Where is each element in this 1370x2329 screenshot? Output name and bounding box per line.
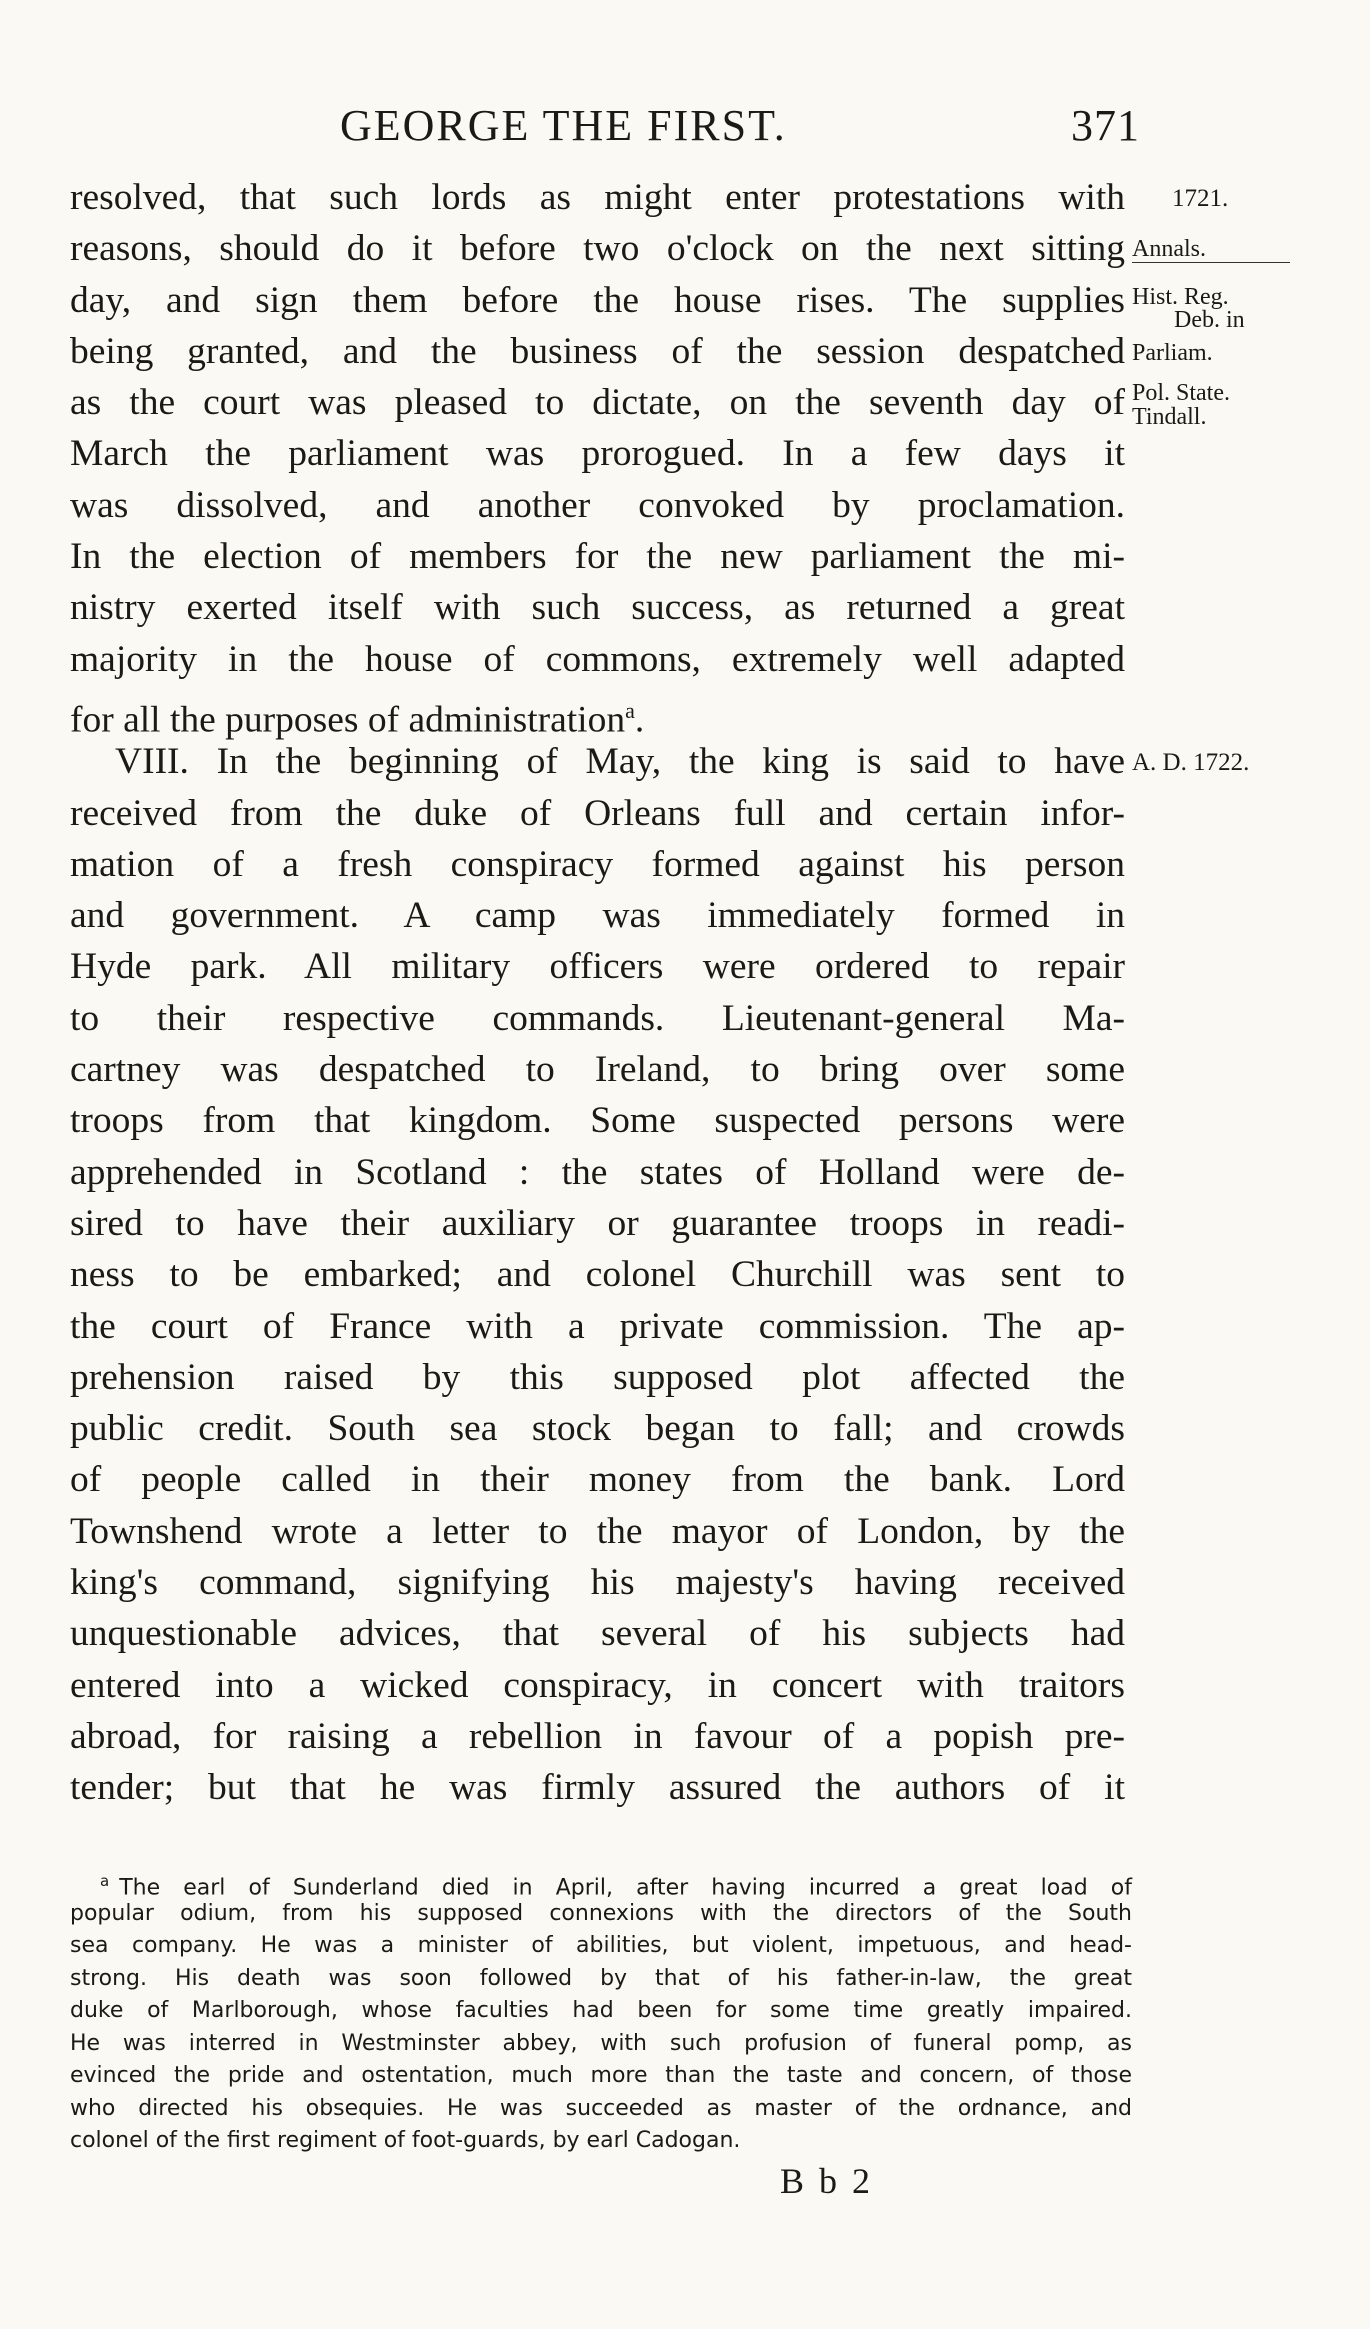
text-line: prehension raised by this supposed plot affected the: [70, 1356, 1125, 1398]
running-title: GEORGE THE FIRST.: [340, 101, 787, 150]
text-line: for all the purposes of administration$^a$.: [70, 697, 645, 741]
text-line: In the election of members for the new parliament the mi-: [70, 536, 1125, 578]
footnote-marker: a: [100, 1872, 110, 1890]
footnote-line: sea company. He was a minister of abilities, but violent, impetuous, and head-: [70, 1933, 1132, 1958]
footnote-line: colonel of the first regiment of foot-guards, by earl Cadogan.: [70, 2128, 741, 2153]
text-line: abroad, for raising a rebellion in favour of a popish pre-: [70, 1715, 1125, 1757]
margin-note-pol-state: Pol. State.: [1132, 380, 1231, 406]
margin-note-deb-in: Deb. in: [1174, 307, 1245, 333]
text-line: being granted, and the business of the session despatched: [70, 330, 1125, 372]
footnote-line: He was interred in Westminster abbey, with such profusion of funeral pomp, as: [70, 2030, 1132, 2056]
footnote-line: duke of Marlborough, whose faculties had been for some time greatly impaired.: [70, 1998, 1132, 2023]
text-line: tender; but that he was firmly assured the authors of it: [70, 1767, 1125, 1809]
text-line: and government. A camp was immediately formed in: [70, 895, 1125, 937]
footnote-line: strong. His death was soon followed by that of his father-in-law, the great: [70, 1965, 1132, 1991]
text-line: nistry exerted itself with such success, as returned a great: [70, 587, 1125, 629]
footnote-line: popular odium, from his supposed connexions with the directors of the South: [70, 1900, 1132, 1926]
footnote-line: [70, 1865, 1132, 1901]
text-line: day, and sign them before the house rises. The supplies: [70, 279, 1125, 321]
text-line: king's command, signifying his majesty's having received: [70, 1562, 1125, 1604]
text-line: ness to be embarked; and colonel Churchill was sent to: [70, 1254, 1125, 1296]
text-line: sired to have their auxiliary or guarantee troops in readi-: [70, 1202, 1125, 1244]
text-line: reasons, should do it before two o'clock on the next sitting: [70, 228, 1125, 270]
text-line: March the parliament was prorogued. In a few days it: [70, 433, 1125, 475]
margin-note-parliam: Parliam.: [1132, 340, 1213, 366]
text-line: Hyde park. All military officers were ordered to repair: [70, 946, 1125, 988]
margin-note-annals-text: Annals.: [1132, 236, 1206, 262]
footnote: [70, 1865, 1132, 2158]
text-line: apprehended in Scotland : the states of Holland were de-: [70, 1151, 1125, 1193]
text-line: was dissolved, and another convoked by proclamation.: [70, 484, 1125, 526]
text-line: public credit. South sea stock began to fall; and crowds: [70, 1408, 1125, 1450]
margin-year-1721: 1721.: [1172, 185, 1229, 212]
text-line: of people called in their money from the bank. Lord: [70, 1459, 1125, 1501]
page-header: [340, 100, 1140, 160]
footnote-line: who directed his obsequies. He was succeeded as master of the ordnance, and: [70, 2095, 1132, 2121]
text-line: troops from that kingdom. Some suspected persons were: [70, 1100, 1125, 1142]
main-text: [70, 172, 1125, 1814]
text-line: majority in the house of commons, extremely well adapted: [70, 638, 1125, 680]
text-line: received from the duke of Orleans full and certain infor-: [70, 792, 1125, 834]
text-line: as the court was pleased to dictate, on the seventh day of: [70, 382, 1125, 424]
margin-note-hist-reg: Hist. Reg.: [1132, 284, 1229, 310]
signature-mark: B b 2: [780, 2161, 874, 2201]
footnote-line: evinced the pride and ostentation, much more than the taste and concern, of those: [70, 2063, 1132, 2088]
text-line-content: for all the purposes of administration: [70, 699, 626, 741]
text-line: cartney was despatched to Ireland, to bring over some: [70, 1049, 1125, 1091]
text-line: to their respective commands. Lieutenant-general Ma-: [70, 997, 1125, 1039]
text-line: unquestionable advices, that several of his subjects had: [70, 1613, 1125, 1655]
footnote-line-content: The earl of Sunderland died in April, after having incurred a great load of: [119, 1875, 1132, 1901]
text-line: Townshend wrote a letter to the mayor of London, by the: [70, 1510, 1125, 1552]
text-line: mation of a fresh conspiracy formed against his person: [70, 843, 1125, 885]
text-line: entered into a wicked conspiracy, in concert with traitors: [70, 1664, 1125, 1706]
text-line: resolved, that such lords as might enter protestations with: [70, 177, 1125, 218]
page-number: 371: [1071, 101, 1140, 150]
text-line: the court of France with a private commission. The ap-: [70, 1305, 1125, 1347]
margin-year-1722: A. D. 1722.: [1132, 749, 1250, 776]
margin-note-annals: [1132, 236, 1290, 263]
footnote-reference: a: [625, 697, 635, 723]
margin-note-tindall: Tindall.: [1132, 404, 1207, 430]
text-line: VIII. In the beginning of May, the king is said to have: [115, 741, 1125, 783]
